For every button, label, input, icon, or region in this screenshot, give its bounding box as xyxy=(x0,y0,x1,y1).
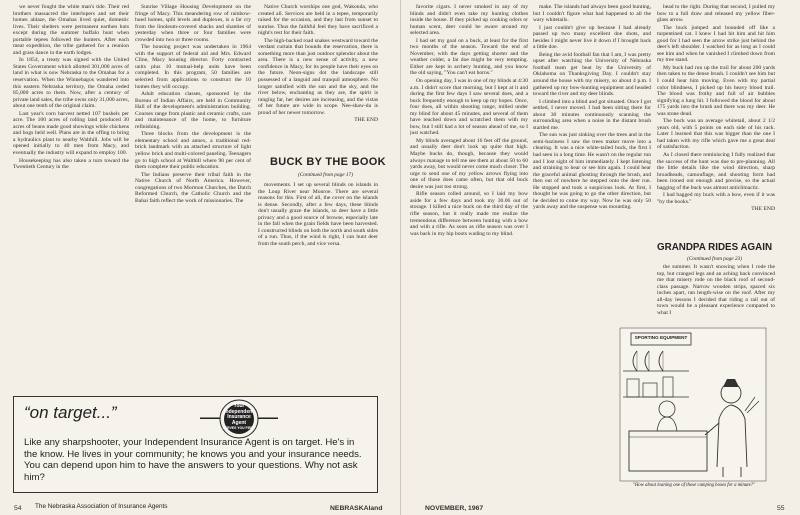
left-col2-para: Sunrise Village Housing Development on the fringe of Macy. This meandering row of rainbow-hued homes, split levels and duplexes, is a far cry from the linoleum-covered shacks and shanties of yesterday when three or four families were crowded into two or three rooms. xyxy=(135,4,251,43)
page-number-left: 54 xyxy=(14,505,22,512)
right-col2-para: Being the avid football fan that I am, I was pretty upset after watching the University of Nebraska football team get beat by the University of Oklahoma on Thanksgiving Day. I couldn't stay around the house with my misery, so about 4 p.m. I gathered up my bow-hunting equipment and headed toward the river and my deer blinds. xyxy=(533,51,651,98)
second-article-text xyxy=(657,264,775,324)
cartoon-caption: "How about loaning one of those camping boxes for a minute?" xyxy=(632,483,756,488)
left-col1-para: In 1854, a treaty was signed with the United States Government which allotted 301,000 acres of land in what is now Nebraska to the Omahas for a reservation. When the Winnebagos wandered into this eastern Nebraska territory, the Omaha ceded 85,000 acres to them. Now, after a century of private land sales, the tribe owns only 31,000 acres, about one tenth of the original claim. xyxy=(13,57,129,110)
left-col2-para: The housing project was undertaken in 1964 with the support of federal aid and Mrs. Edward Cline, Macy housing director. Forty contracted units plus 10 mutual-help units have been completed. In this program, 50 families are selected from applications to construct the 10 homes they will occupy. xyxy=(135,44,251,90)
left-col3-para: The high-backed road snakes westward toward the verdant curtain that bounds the reservation, there is something more than just outdoor splendor about the area. There is a new sense of activity, a new confidence in Macy, for its people have their eyes on the future. Neon-signs dot the landscape still possessed of a languid and tranquil atmosphere. No longer satisfied with the sun and the sky, and the river below, enchanting as they are, the spirit is ranging far, her desires are increasing, and the vistas of her future are wide in scope. Nee-shaw-da is proud of her newer tomorrow. xyxy=(258,37,378,116)
right-column-2 xyxy=(533,4,651,322)
right-col1-para: Rifle season rolled around, so I laid my bow aside for a few days and took my 30.06 out of storage. I killed a nice buck on the third day of the rifle season, but it really made me realize the tremendous difference between hunting with a bow and with a rifle. As soon as rifle season was over I was back in my hip boots wading to my blind. xyxy=(410,191,528,237)
second-article-continued: (Continued from page 23) xyxy=(687,256,742,262)
badge-text xyxy=(212,404,266,432)
right-col2-para: make. The islands had always been good hunting, but I couldn't figure what had happened to all the wary whitetails. xyxy=(533,4,651,24)
right-col1-para: I had set my goal on a buck, at least for the first two months of the season. Toward the end of November, with the days getting shorter and the weather colder, a fat doe might be very tempting. Either are kept in archery hunting, and you know the old saying, "You can't eat horns." xyxy=(410,37,528,77)
left-col1-para: Housekeeping has also taken a turn toward the Twentieth Century in the xyxy=(13,157,129,171)
right-col3-para: My buck had run up the trail for about 200 yards then taken to the dense brush. I couldn't see him but I could hear him moving. Even with my partial color blindness, I picked up his heavy blood trail. The blood was frothy and full of air bubbles signifying a lung hit. I followed the blood for about 175 yards into the brush and there was my deer. He was stone dead. xyxy=(657,64,775,117)
badge-line: SERVES YOU FIRST xyxy=(222,426,256,431)
right-col3-para: I had bagged my buck with a bow, even if it was "by the books." xyxy=(657,192,775,205)
right-col2-para: I climbed into a blind and got situated. Once I got settled, I never moved. I had been sitting there for about 30 minutes continuously scanning the surrounding area when a noise in the distant brush startled me. xyxy=(533,98,651,131)
right-col3-para: The buck was an average whitetail, about 2 1/2 years old, with 5 points on each side of his rack. Later I learned that this was bigger than the one I had taken with my rifle which gave me a great deal of satisfaction. xyxy=(657,118,775,151)
right-col1-para: On opening day, I was in one of my blinds at 4:30 a.m. I didn't score that morning, but I kept at it and during the first few days I saw several does, and a buck frequently enough to keep up my hopes. Once, four does, all within shooting range, milled under my blind for about 45 minutes, and several of them have reached down and scratched them with my bow, but I still had a lot of season ahead of me, so I just watched. xyxy=(410,78,528,137)
article-intro-text xyxy=(258,182,378,392)
badge-line: Independent xyxy=(224,408,254,415)
right-col1-para: favorite cigars. I never smoked in any of my blinds and didn't even take my hunting clothes inside the house. If they picked up cooking odors or human scent, deer could be aware around my selected area. xyxy=(410,4,528,37)
right-page xyxy=(400,0,800,515)
cartoon-drawing xyxy=(619,327,767,482)
left-col2-para: Three blocks from the development is the elementary school and annex, a traditional red-brick landmark with an attached structure of light yellow brick and multi-colored paneling. Teenagers go to high school at Walthill where 90 per cent of them complete their public education. xyxy=(135,131,251,171)
right-col3-para: head to the right. During that second, I pulled my bow to a full draw and released my yellow fiber-glass arrow. xyxy=(657,4,775,24)
left-col2-para: Adult education classes, sponsored by the Bureau of Indian Affairs, are held in Community Hall of the development's administration building. Courses range from plastic and ceramic crafts, care and maintenance of the home, to furniture refinishing. xyxy=(135,91,251,130)
article-intro-para: movements. I set up several blinds on islands in the Loup River near Monroe. There are several reasons for this. First of all, the cover on the islands is dense. Secondly, after a few days, these blinds don't usually graze the islands, so deer have a little privacy and a good source of browse, especially late in the fall when the grain fields have been harvested. I constructed blinds on both the north and south sides of a run. Thus, if the wind is right, I can hunt deer from the south perch, and vice versa. xyxy=(258,182,378,247)
right-col1-para: My blinds averaged about 16 feet off the ground, and usually deer don't look up quite that high. Maybe bucks do, though, because they would always manage to tell me see them at about 50 to 60 yards away, but would never come much closer. The urge to send one of my yellow arrows flying into one of those does came often, but that old buck desire was just too strong. xyxy=(410,137,528,190)
left-column-2 xyxy=(135,4,251,392)
cartoon-sign: SPORTING EQUIPMENT xyxy=(634,335,688,340)
ad-sponsor: The Nebraska Association of Insurance Agents xyxy=(35,503,168,510)
insurance-ad xyxy=(13,396,378,493)
article-title: BUCK BY THE BOOK xyxy=(270,156,386,168)
second-article-para: the summer. It wasn't snowing when I rode the top, but cranged legs and an aching back convinced me that misery rode on the black roof of second-class passage. Narrow wooden strips, spaced six inches apart, ran length-wise on the roof. After my all-day lessons I decided that riding a rail out of town would be a pleasant experience compared to what I xyxy=(657,264,775,316)
right-col2-para: The sun was just sinking over the trees and in the semi-haziness I saw the trees maker move into a clearing. It was a nice white-tailed buck, the first I had seen in a long time. He wasn't on the regular run and I lost sight of him immediately. I kept listening and straining to hear or see him again. I could hear the graceful animal ghosting through the brush, and then out of nowhere he stepped onto the deer run. He stopped and took a suspicious look. At first, I thought he was going to go the other direction, but he decided to come my way. Now he was only 50 yards away and the suspense was mounting. xyxy=(533,132,651,211)
end-mark: THE END xyxy=(354,117,378,124)
right-col3-para: The buck jumped and bounded off like a turpentined cat. I knew I had hit him and hit him good for I had seen the arrow strike just behind the deer's left shoulder. I watched for as long as I could see him and when he vanished I climbed down from my tree stand. xyxy=(657,24,775,64)
publication-name: NEBRASKAland xyxy=(330,505,383,512)
left-column-1 xyxy=(13,4,129,392)
ad-headline: “on target...” xyxy=(24,403,117,422)
left-column-3 xyxy=(258,4,378,128)
left-col1-para: Last year's corn harvest netted 107 bushels per acre. The 100 acres of rolling land produced 30 acres of beans made good showings while chickens and hogs held well. Plans are in the offing to bring a hydraulics plant to nearby Walthill. Jobs will be opened initially to 40 men from Macy, and eventually the industry will expand to employ 100. xyxy=(13,110,129,157)
issue-date: NOVEMBER, 1967 xyxy=(425,505,484,512)
right-col3-para: As I closed there reminiscing I fully realized that the success of the hunt was due to pre-planning. All the little details like the wind direction, sharp broadheads, camouflage, and shooting form had been ironed out enough and precise, so the actual bagging of the buck was almost anticlimactic. xyxy=(657,152,775,191)
badge-line: Insurance xyxy=(227,414,251,421)
second-article-title: GRANDPA RIDES AGAIN xyxy=(657,242,773,253)
left-col2-para: The Indians preserve their tribal faith in the Native Church of North America. However, congregations of two Mormon Churches, the Dutch Reformed Church, the Catholic Church and the Bahai faith reflect the work of missionaries. The xyxy=(135,171,251,204)
right-column-3 xyxy=(657,4,775,234)
badge-line: Your xyxy=(233,403,245,409)
left-col1-para: we never fought the white man's tide. Their red brothers massacred the interlopers and set their homes ablaze, the Omahas lived quiet, domestic lives. Their shelters were permanent earthen huts except during the summer buffalo hunt when portable tepees followed the hunters. After each meat expedition, the tribe gathered for a reunion and grass dance in the earth lodges. xyxy=(13,4,129,56)
right-col2-para: I just couldn't give up because I had already passed up two many excellent doe shots, and besides I might never live it down if I brought back a little doe. xyxy=(533,24,651,51)
left-col3-para: Native Church worships one god, Wakonda, who created all. Services are held in a tepee, temporarily raised for the occasion, and they last from sunset to sunrise. Thus the faithful feel they have sacrificed a night's rest for their faith. xyxy=(258,4,378,37)
ad-body: Like any sharpshooter, your Independent Insurance Agent is on target. He's in the know. He lives in your community; he knows you and your insurance needs. You can depend upon him to have the answers to your questions. Why not ask him? xyxy=(24,437,362,483)
end-mark: THE END xyxy=(751,206,775,213)
right-column-1 xyxy=(410,4,528,496)
cartoon-illustration xyxy=(619,327,767,482)
badge-line: Agent xyxy=(231,419,247,426)
page-number-right: 55 xyxy=(777,505,785,512)
continued-from: (Continued from page 17) xyxy=(298,172,353,178)
